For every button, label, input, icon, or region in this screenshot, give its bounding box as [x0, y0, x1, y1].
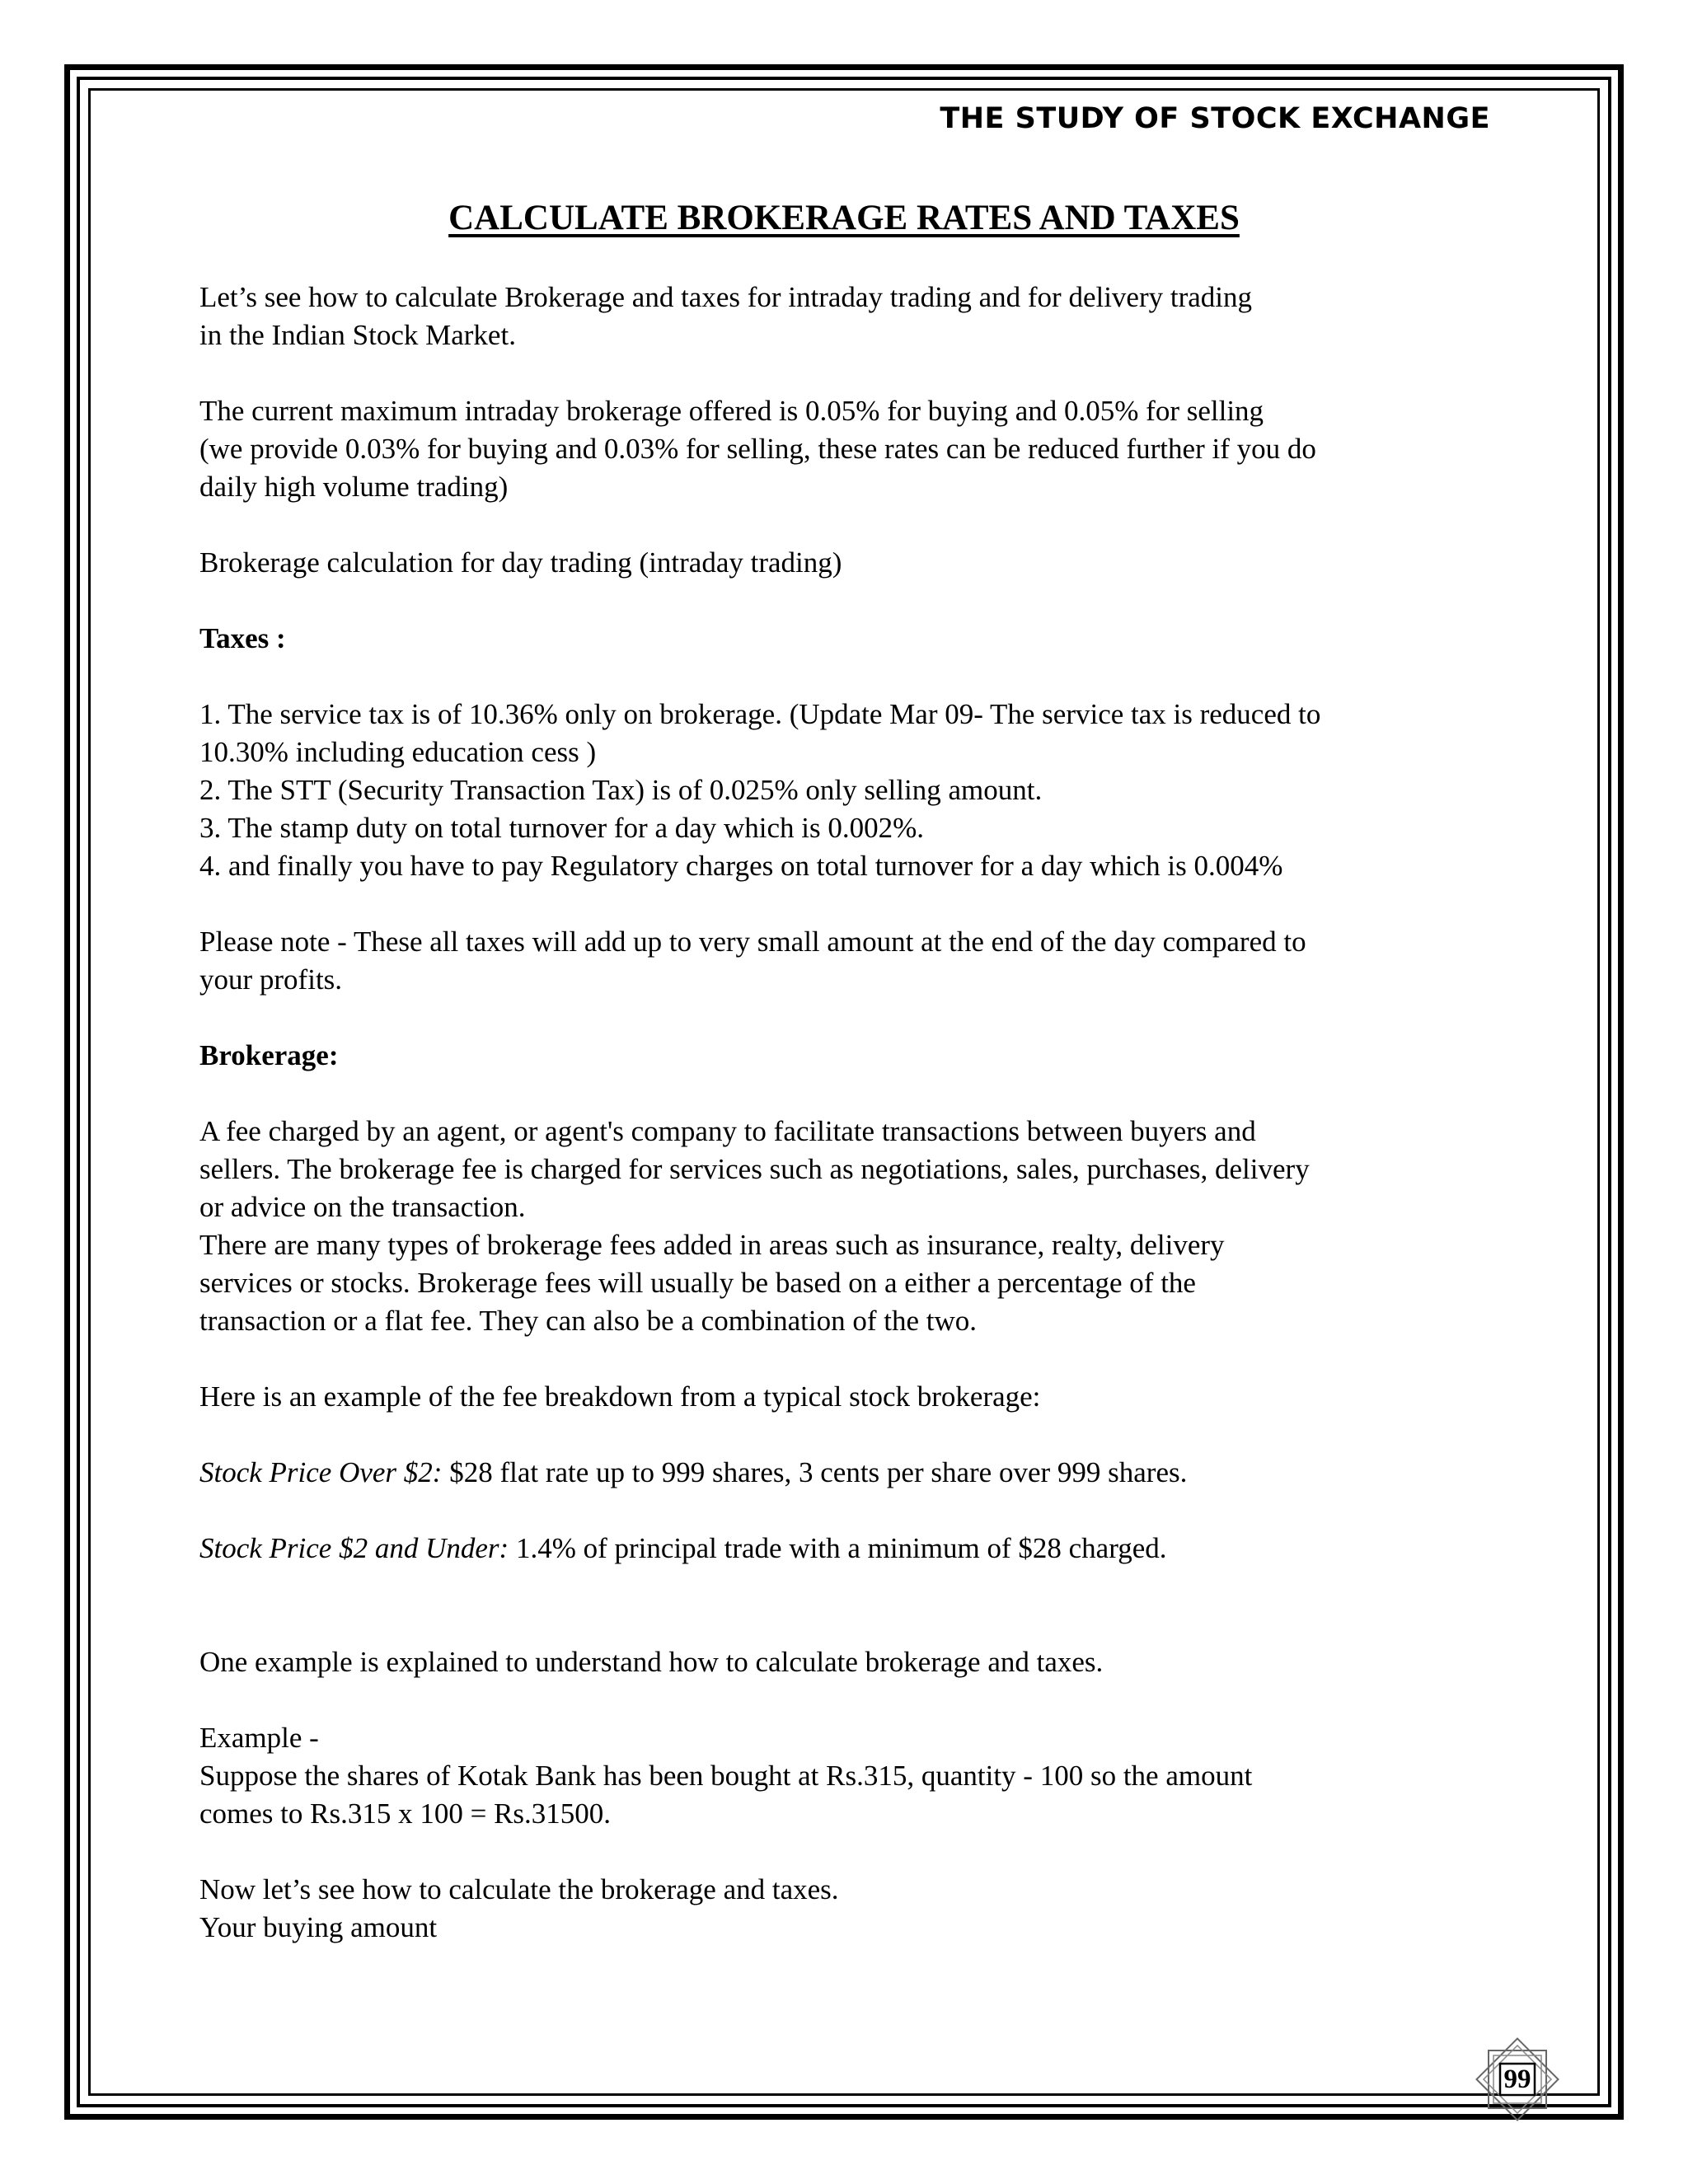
- example-intro: Here is an example of the fee breakdown from a typical stock brokerage:: [199, 1380, 1041, 1413]
- fee-row-text: $28 flat rate up to 999 shares, 3 cents per share over 999 shares.: [442, 1456, 1188, 1488]
- fee-row: [199, 1454, 1485, 1492]
- fee-row-label: Stock Price $2 and Under:: [199, 1532, 509, 1564]
- tax-item: 10.30% including education cess ): [199, 736, 597, 768]
- example-line: comes to Rs.315 x 100 = Rs.31500.: [199, 1797, 612, 1830]
- fee-row-text: 1.4% of principal trade with a minimum of $28 charged.: [509, 1532, 1167, 1564]
- calculation-line: Brokerage calculation for day trading (intraday trading): [199, 546, 842, 579]
- example-line: Suppose the shares of Kotak Bank has been bought at Rs.315, quantity - 100 so the amount: [199, 1760, 1253, 1792]
- tax-item: 1. The service tax is of 10.36% only on brokerage. (Update Mar 09- The service tax is reduced to: [199, 698, 1321, 730]
- tax-item: 2. The STT (Security Transaction Tax) is of 0.025% only selling amount.: [199, 774, 1043, 806]
- closing-line: Your buying amount: [199, 1911, 438, 1943]
- definition-line: services or stocks. Brokerage fees will usually be based on a either a percentage of the: [199, 1267, 1196, 1299]
- running-head: THE STUDY OF STOCK EXCHANGE: [940, 102, 1490, 135]
- current-rate-line: The current maximum intraday brokerage offered is 0.05% for buying and 0.05% for selling: [199, 395, 1264, 427]
- example-label: Example -: [199, 1722, 319, 1754]
- note-line: Please note - These all taxes will add up to very small amount at the end of the day compared to: [199, 926, 1306, 958]
- page-number-badge: [1474, 2036, 1561, 2123]
- tax-item: 3. The stamp duty on total turnover for a day which is 0.002%.: [199, 812, 925, 844]
- page-title: CALCULATE BROKERAGE RATES AND TAXES: [448, 199, 1240, 237]
- definition-line: or advice on the transaction.: [199, 1191, 526, 1223]
- brokerage-heading: Brokerage:: [199, 1039, 339, 1071]
- taxes-heading: Taxes :: [199, 622, 286, 654]
- definition-line: transaction or a flat fee. They can also be a combination of the two.: [199, 1305, 978, 1337]
- fee-row: [199, 1530, 1485, 1568]
- definition-line: sellers. The brokerage fee is charged for services such as negotiations, sales, purchases, delivery: [199, 1153, 1310, 1185]
- intro-line: in the Indian Stock Market.: [199, 319, 516, 351]
- definition-line: A fee charged by an agent, or agent's company to facilitate transactions between buyers and: [199, 1115, 1256, 1147]
- page-number: 99: [1503, 2064, 1531, 2094]
- fee-row-label: Stock Price Over $2:: [199, 1456, 443, 1488]
- current-rate-line: (we provide 0.03% for buying and 0.03% for selling, these rates can be reduced further if you do: [199, 433, 1316, 465]
- title-block: [0, 198, 1688, 238]
- body-text: [199, 279, 1485, 1947]
- explain-line: One example is explained to understand how to calculate brokerage and taxes.: [199, 1646, 1104, 1678]
- current-rate-line: daily high volume trading): [199, 471, 509, 503]
- closing-line: Now let’s see how to calculate the brokerage and taxes.: [199, 1873, 839, 1905]
- definition-line: There are many types of brokerage fees added in areas such as insurance, realty, delivery: [199, 1229, 1225, 1261]
- note-line: your profits.: [199, 963, 343, 996]
- intro-line: Let’s see how to calculate Brokerage and taxes for intraday trading and for delivery trading: [199, 281, 1253, 313]
- tax-item: 4. and finally you have to pay Regulatory charges on total turnover for a day which is 0.004%: [199, 850, 1283, 882]
